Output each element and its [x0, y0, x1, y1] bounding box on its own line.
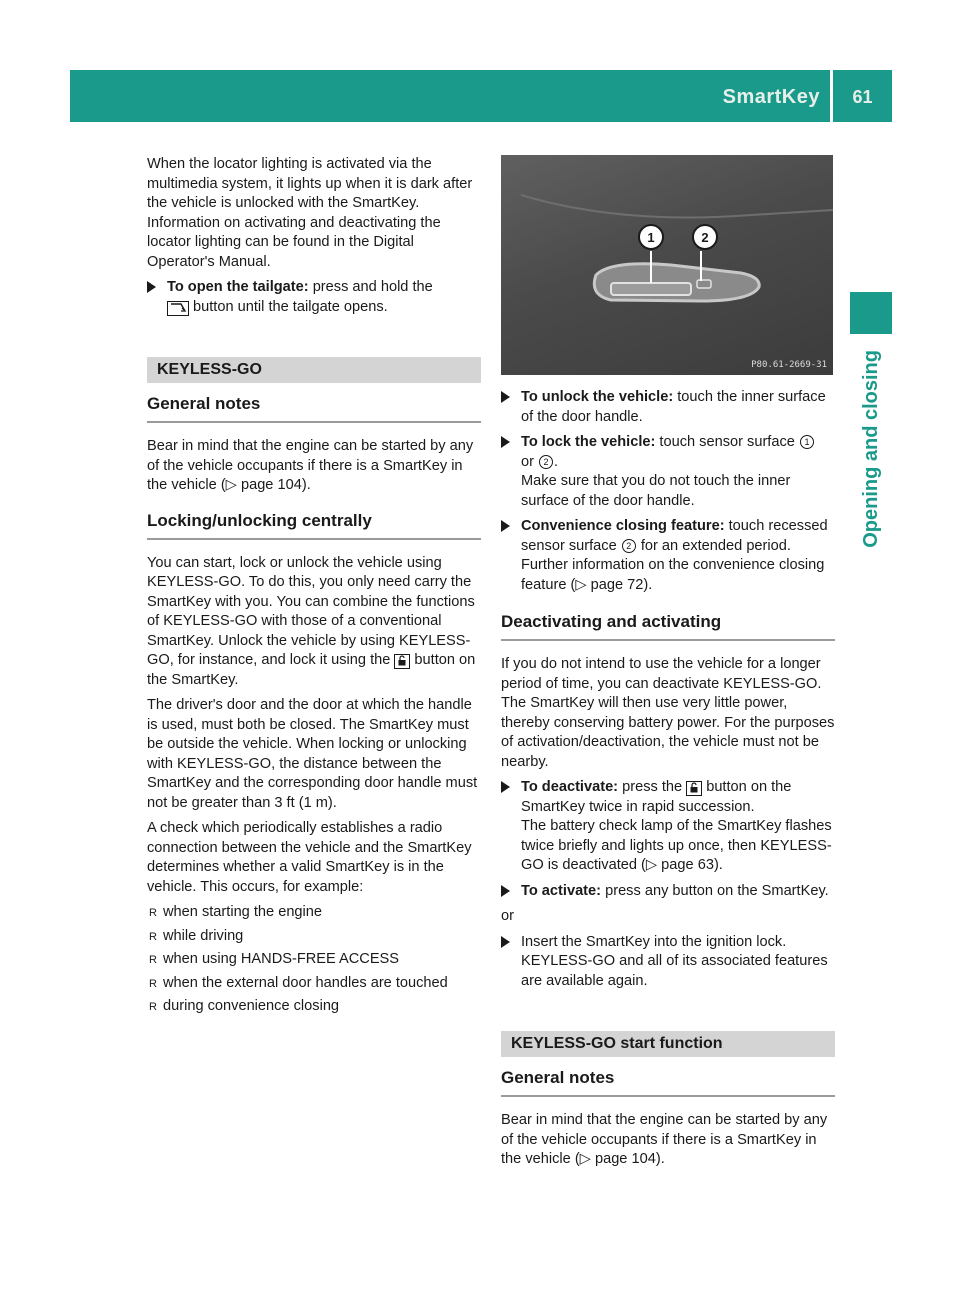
step-arrow-icon	[501, 391, 510, 403]
subheading-general-notes-2: General notes	[501, 1067, 835, 1097]
step-text-or: or	[521, 453, 534, 470]
step-label: To activate:	[521, 882, 602, 899]
step-text: Insert the SmartKey into the ignition lock.	[521, 933, 787, 950]
list-item	[147, 974, 481, 994]
step-unlock-vehicle	[501, 388, 835, 427]
tailgate-button-icon	[167, 301, 189, 316]
step-text-cont: button until the tailgate opens.	[193, 298, 388, 315]
step-arrow-icon	[501, 936, 510, 948]
list-item-text: when using HANDS-FREE ACCESS	[163, 951, 400, 967]
list-item	[147, 997, 481, 1017]
step-arrow-icon	[147, 281, 156, 293]
step-text-end: .	[554, 453, 559, 470]
list-item	[147, 950, 481, 970]
list-item	[147, 927, 481, 947]
step-text: touch the inner surface of the door handle.	[521, 389, 826, 425]
step-text: touch sensor surface	[659, 434, 795, 450]
locking-paragraph-2: The driver's door and the door at which the handle is used, must both be closed. The SmartKey must be outside the vehicle. When locking or unlocking with KEYLESS-GO, the distance between the SmartKey and the corresponding door handle must not be greater than 3 ft (1 m).	[147, 697, 478, 811]
bullet-icon: R	[149, 1001, 157, 1013]
step-note: The battery check lamp of the SmartKey flashes twice briefly and lights up once, then KEYLESS-GO is deactivated (▷ page 63).	[521, 818, 832, 873]
chapter-label-text: Opening and closing	[859, 350, 882, 548]
step-arrow-icon	[501, 520, 510, 532]
step-label: Convenience closing feature:	[521, 518, 725, 534]
or-text: or	[501, 908, 514, 924]
locking-paragraph-1	[147, 554, 481, 691]
header-divider	[830, 70, 833, 122]
step-arrow-icon	[501, 781, 510, 793]
bullet-icon: R	[149, 954, 157, 966]
intro-paragraph: When the locator lighting is activated via the multimedia system, it lights up when it is dark after the vehicle is unlocked with the SmartKey. Information on activating and deactivating the locator lighting can be found in the Digital Operator's Manual.	[147, 156, 473, 270]
deactivating-paragraph: If you do not intend to use the vehicle for a longer period of time, you can deactivate KEYLESS-GO. The SmartKey will then use very little power, thereby conserving battery power. For the purposes of activation/deactivation, the vehicle must not be nearby.	[501, 656, 835, 770]
sensor-2-icon: 2	[622, 539, 636, 553]
step-text-cont: button on the SmartKey twice in rapid succession.	[521, 779, 792, 815]
photo-reference-code: P80.61-2669-31	[751, 360, 827, 370]
subheading-general-notes: General notes	[147, 393, 481, 423]
list-item-text: during convenience closing	[163, 998, 340, 1014]
step-note: Make sure that you do not touch the inner surface of the door handle.	[521, 473, 791, 509]
step-note: KEYLESS-GO and all of its associated features are available again.	[521, 953, 828, 989]
step-note: Further information on the convenience closing feature (▷ page 72).	[521, 557, 825, 593]
step-text: press and hold the	[312, 279, 433, 295]
right-column	[501, 388, 835, 1176]
step-label: To lock the vehicle:	[521, 434, 656, 450]
general-notes-2-paragraph: Bear in mind that the engine can be started by any of the vehicle occupants if there is a SmartKey in the vehicle (▷ page 104).	[501, 1112, 828, 1167]
locking-text-a: You can start, lock or unlock the vehicle using KEYLESS-GO. To do this, you only need carry the SmartKey with you. You can combine the functions of KEYLESS-GO with those of a conventional SmartKey. Unlock the vehicle by using KEYLESS-GO, for instance, and lock it using the	[147, 554, 475, 668]
unlock-button-icon	[686, 781, 702, 796]
list-item	[147, 903, 481, 923]
locking-paragraph-3: A check which periodically establishes a radio connection between the vehicle and the SmartKey determines whether a valid SmartKey is in the vehicle. This occurs, for example:	[147, 820, 472, 895]
page-title: SmartKey	[722, 86, 820, 108]
step-arrow-icon	[501, 436, 510, 448]
marker-2-label: 2	[701, 230, 709, 245]
list-item-text: while driving	[163, 927, 244, 944]
step-convenience-closing	[501, 517, 835, 595]
bullet-icon: R	[149, 930, 157, 943]
step-activate	[501, 882, 835, 902]
bullet-icon: R	[149, 907, 157, 919]
subheading-locking-unlocking: Locking/unlocking centrally	[147, 510, 481, 540]
step-lock-vehicle	[501, 433, 835, 511]
chapter-tab-marker	[850, 292, 892, 334]
step-open-tailgate	[147, 278, 481, 317]
locking-text-b: button on the SmartKey.	[147, 652, 476, 688]
section-heading-keyless-go: KEYLESS-GO	[147, 357, 481, 383]
section-heading-keyless-go-start: KEYLESS-GO start function	[501, 1031, 835, 1057]
sensor-2-icon: 2	[539, 455, 553, 469]
marker-1-label: 1	[647, 230, 655, 245]
step-label: To deactivate:	[521, 779, 619, 795]
left-column	[147, 155, 481, 1021]
step-text-cont: for an extended period.	[640, 537, 791, 554]
step-insert-smartkey	[501, 933, 835, 992]
page-number: 61	[852, 87, 873, 107]
chapter-side-label	[850, 350, 892, 630]
step-arrow-icon	[501, 885, 510, 897]
step-label: To open the tailgate:	[167, 279, 309, 295]
step-label: To unlock the vehicle:	[521, 389, 674, 405]
bullet-icon: R	[149, 977, 157, 990]
step-text: press the	[622, 779, 683, 795]
unlock-button-icon	[394, 654, 410, 669]
sensor-1-icon: 1	[800, 435, 814, 449]
subheading-deactivating-activating: Deactivating and activating	[501, 611, 835, 641]
list-item-text: when starting the engine	[163, 904, 323, 920]
step-text: touch recessed sensor surface	[521, 518, 828, 554]
door-handle-photo	[501, 155, 833, 375]
general-notes-paragraph: Bear in mind that the engine can be started by any of the vehicle occupants if there is a SmartKey in the vehicle (▷ page 104).	[147, 438, 474, 493]
step-deactivate	[501, 778, 835, 876]
list-item-text: when the external door handles are touched	[163, 974, 448, 991]
step-text: press any button on the SmartKey.	[605, 882, 829, 899]
door-handle-illustration	[501, 155, 833, 375]
